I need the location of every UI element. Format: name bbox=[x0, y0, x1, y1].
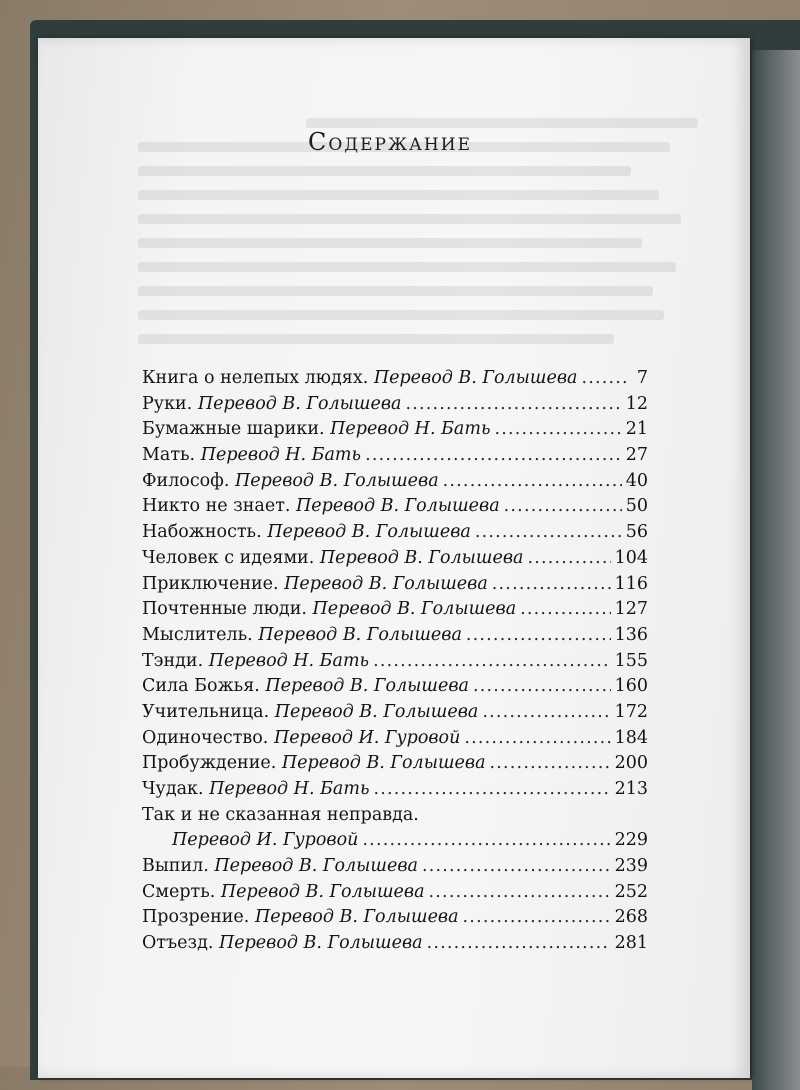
toc-entry bbox=[142, 417, 648, 443]
toc-entry-title bbox=[142, 700, 478, 726]
toc-entry bbox=[142, 546, 648, 572]
toc-translator: Перевод В. Голышева bbox=[373, 368, 578, 388]
toc-entry-title bbox=[142, 880, 425, 906]
toc-work-title: Так и не сказанная неправда. bbox=[142, 804, 419, 825]
dot-leader bbox=[494, 417, 621, 443]
dot-leader bbox=[527, 546, 610, 572]
toc-page-number: 116 bbox=[614, 573, 648, 594]
toc-page-number: 281 bbox=[614, 933, 648, 954]
dot-leader bbox=[490, 751, 611, 777]
toc-entry bbox=[142, 649, 648, 675]
toc-entry-title bbox=[142, 392, 401, 418]
dot-leader bbox=[362, 828, 610, 854]
toc-entry bbox=[142, 494, 648, 520]
toc-translator: Перевод В. Голышева bbox=[254, 907, 459, 928]
toc-work-title: Мать. bbox=[142, 445, 196, 466]
toc-work-title: Почтенные люди. bbox=[142, 599, 307, 620]
toc-entry bbox=[142, 726, 648, 752]
dot-leader bbox=[520, 597, 610, 623]
toc-entry bbox=[142, 520, 648, 546]
dot-leader bbox=[466, 623, 611, 649]
toc-work-title: Бумажные шарики. bbox=[142, 419, 325, 440]
dot-leader bbox=[427, 931, 611, 957]
toc-page-number: 104 bbox=[614, 547, 648, 568]
toc-page-number: 40 bbox=[625, 470, 648, 491]
bleed-through-text bbox=[138, 118, 698, 378]
toc-work-title: Тэнди. bbox=[142, 650, 204, 671]
toc-work-title: Набожность. bbox=[142, 522, 262, 543]
table-of-contents bbox=[142, 366, 648, 957]
toc-page-number: 12 bbox=[625, 393, 648, 414]
toc-entry bbox=[142, 700, 648, 726]
toc-entry bbox=[142, 880, 648, 906]
toc-entry-title bbox=[142, 597, 516, 623]
toc-entry-title bbox=[142, 803, 419, 829]
toc-entry bbox=[142, 597, 648, 623]
toc-translator: Перевод В. Голышева bbox=[319, 547, 524, 568]
toc-entry-title bbox=[142, 649, 369, 675]
toc-translator: Перевод В. Голышева bbox=[274, 701, 479, 722]
dot-leader bbox=[581, 366, 630, 392]
toc-translator: Перевод И. Гуровой bbox=[172, 830, 359, 851]
toc-entry bbox=[142, 828, 648, 854]
toc-translator: Перевод В. Голышева bbox=[220, 881, 425, 902]
toc-translator: Перевод Н. Бать bbox=[209, 779, 370, 799]
toc-entry-title bbox=[142, 751, 486, 777]
toc-work-title: Мыслитель. bbox=[142, 624, 253, 645]
toc-translator: Перевод В. Голышева bbox=[214, 856, 418, 877]
toc-entry-title bbox=[142, 905, 459, 931]
toc-page-number: 7 bbox=[636, 368, 648, 388]
dot-leader bbox=[405, 392, 621, 418]
toc-page-number: 56 bbox=[625, 522, 648, 543]
toc-entry bbox=[142, 905, 648, 931]
toc-work-title: Сила Божья. bbox=[142, 676, 260, 697]
toc-work-title: Пробуждение. bbox=[142, 753, 277, 774]
toc-entry-title bbox=[142, 546, 523, 572]
toc-entry-title bbox=[142, 366, 577, 392]
dot-leader bbox=[373, 777, 610, 803]
toc-page-number: 239 bbox=[614, 856, 648, 877]
dot-leader bbox=[443, 469, 622, 495]
toc-translator: Перевод В. Голышева bbox=[265, 676, 469, 697]
toc-entry bbox=[142, 674, 648, 700]
toc-page-number: 213 bbox=[614, 779, 648, 799]
toc-entry bbox=[142, 443, 648, 469]
dot-leader bbox=[463, 905, 611, 931]
dot-leader bbox=[429, 880, 611, 906]
toc-translator: Перевод В. Голышева bbox=[284, 573, 488, 594]
toc-page-number: 155 bbox=[614, 650, 648, 671]
toc-entry-title bbox=[142, 469, 439, 495]
toc-page-number: 127 bbox=[614, 599, 648, 620]
toc-work-title: Чудак. bbox=[142, 779, 204, 799]
toc-work-title: Никто не знает. bbox=[142, 496, 291, 517]
toc-work-title: Человек с идеями. bbox=[142, 547, 315, 568]
book-cover-edge bbox=[752, 50, 800, 1090]
toc-work-title: Отъезд. bbox=[142, 933, 214, 954]
toc-entry bbox=[142, 854, 648, 880]
toc-work-title: Учительница. bbox=[142, 701, 270, 722]
toc-translator: Перевод В. Голышева bbox=[267, 522, 471, 543]
toc-entry bbox=[142, 803, 648, 829]
toc-page-number: 160 bbox=[614, 676, 648, 697]
toc-page-number: 184 bbox=[614, 727, 648, 748]
toc-translator: Перевод В. Голышева bbox=[296, 496, 500, 517]
toc-work-title: Прозрение. bbox=[142, 907, 250, 928]
toc-entry bbox=[142, 469, 648, 495]
toc-work-title: Приключение. bbox=[142, 573, 279, 594]
dot-leader bbox=[365, 443, 622, 469]
toc-translator: Перевод Н. Бать bbox=[200, 445, 362, 466]
toc-page-number: 252 bbox=[614, 881, 648, 902]
toc-page-number: 136 bbox=[614, 624, 648, 645]
toc-translator: Перевод В. Голышева bbox=[218, 933, 423, 954]
toc-translator: Перевод Н. Бать bbox=[208, 650, 370, 671]
toc-page-number: 200 bbox=[614, 753, 648, 774]
dot-leader bbox=[373, 649, 611, 675]
toc-entry-title bbox=[142, 674, 469, 700]
toc-translator: Перевод В. Голышева bbox=[312, 599, 517, 620]
toc-entry bbox=[142, 931, 648, 957]
toc-entry-title bbox=[142, 520, 471, 546]
toc-translator: Перевод И. Гуровой bbox=[273, 727, 461, 748]
toc-page-number: 268 bbox=[614, 907, 648, 928]
dot-leader bbox=[482, 700, 610, 726]
toc-translator: Перевод В. Голышева bbox=[235, 470, 439, 491]
toc-work-title: Философ. bbox=[142, 470, 230, 491]
toc-translator: Перевод В. Голышева bbox=[197, 393, 402, 414]
dot-leader bbox=[422, 854, 611, 880]
dot-leader bbox=[504, 494, 622, 520]
toc-translator: Перевод Н. Бать bbox=[330, 419, 491, 440]
toc-page-number: 229 bbox=[614, 830, 648, 851]
toc-page-number: 21 bbox=[625, 419, 648, 440]
toc-entry-title bbox=[142, 828, 358, 854]
toc-work-title: Книга о нелепых людях. bbox=[142, 368, 369, 388]
page-title: Содержание bbox=[307, 128, 472, 156]
toc-entry-title bbox=[142, 931, 423, 957]
toc-translator: Перевод В. Голышева bbox=[258, 624, 462, 645]
toc-work-title: Руки. bbox=[142, 393, 193, 414]
toc-entry-title bbox=[142, 726, 460, 752]
toc-work-title: Смерть. bbox=[142, 881, 216, 902]
toc-entry bbox=[142, 572, 648, 598]
toc-work-title: Одиночество. bbox=[142, 727, 269, 748]
toc-entry-title bbox=[142, 623, 462, 649]
toc-page-number: 27 bbox=[625, 445, 648, 466]
toc-entry bbox=[142, 366, 648, 392]
dot-leader bbox=[492, 572, 611, 598]
toc-entry-title bbox=[142, 854, 418, 880]
toc-entry-title bbox=[142, 443, 361, 469]
dot-leader bbox=[464, 726, 610, 752]
toc-translator: Перевод В. Голышева bbox=[281, 753, 486, 774]
toc-entry-title bbox=[142, 417, 490, 443]
dot-leader bbox=[473, 674, 611, 700]
toc-entry bbox=[142, 623, 648, 649]
toc-entry bbox=[142, 751, 648, 777]
toc-entry-title bbox=[142, 494, 500, 520]
toc-page-number: 172 bbox=[614, 701, 648, 722]
toc-entry-title bbox=[142, 777, 369, 803]
toc-entry bbox=[142, 777, 648, 803]
toc-entry bbox=[142, 392, 648, 418]
dot-leader bbox=[475, 520, 622, 546]
toc-page-number: 50 bbox=[625, 496, 648, 517]
toc-work-title: Выпил. bbox=[142, 856, 209, 877]
toc-entry-title bbox=[142, 572, 488, 598]
